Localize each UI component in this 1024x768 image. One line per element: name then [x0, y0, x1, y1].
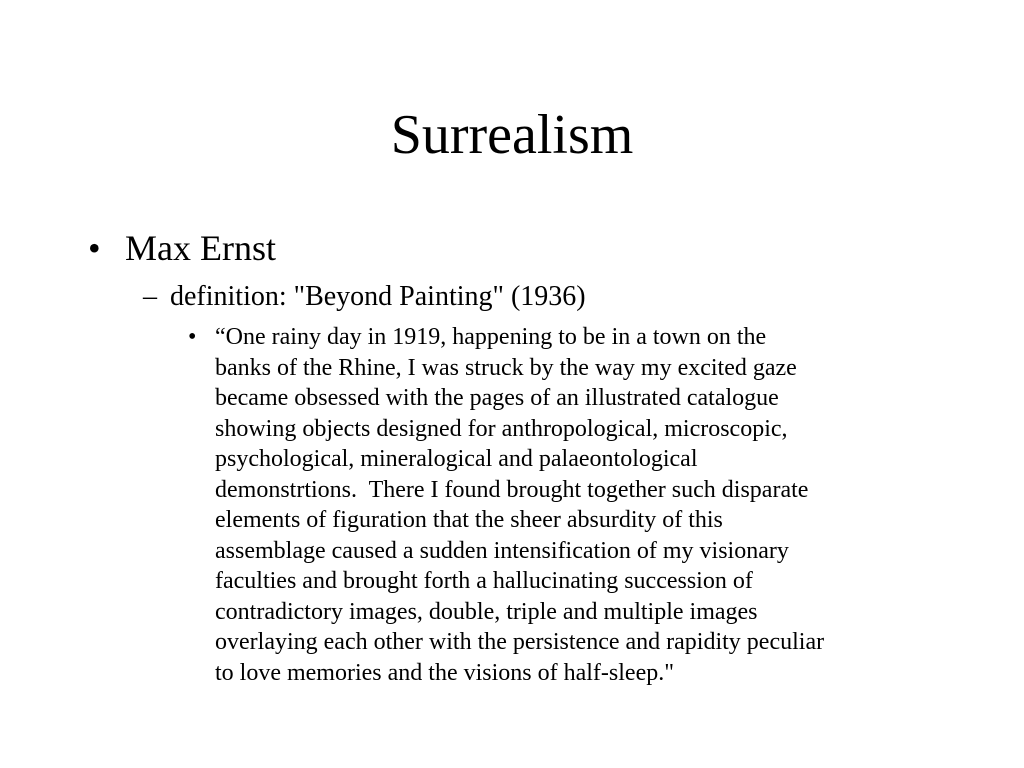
quote-line: elements of figuration that the sheer absurdity of this: [215, 507, 723, 533]
quote-line: faculties and brought forth a hallucinating succession of: [215, 568, 753, 594]
quote-line: “One rainy day in 1919, happening to be in a town on the: [215, 324, 767, 350]
bullet-text-artist: Max Ernst: [125, 228, 276, 268]
quote-line: banks of the Rhine, I was struck by the way my excited gaze: [215, 354, 797, 381]
quote-line: overlaying each other with the persistence and rapidity peculiar: [215, 629, 825, 655]
quote-line: demonstrtions. There I found brought together such disparate: [215, 476, 809, 503]
quote-line: assemblage caused a sudden intensification of my visionary: [215, 537, 789, 564]
bullet-dot-icon: •: [188, 324, 197, 350]
bullet-dot-icon: •: [88, 228, 101, 268]
slide-title: Surrealism: [390, 104, 634, 166]
quote-text: [215, 322, 945, 688]
dash-bullet-icon: –: [143, 281, 157, 312]
bullet-text-definition: definition: "Beyond Painting" (1936): [170, 281, 586, 312]
quote-line: to love memories and the visions of half-sleep.": [215, 659, 675, 686]
quote-line: showing objects designed for anthropological, microscopic,: [215, 415, 788, 442]
quote-line: became obsessed with the pages of an illustrated catalogue: [215, 385, 779, 411]
quote-line: contradictory images, double, triple and multiple images: [215, 598, 758, 625]
quote-line: psychological, mineralogical and palaeontological: [215, 446, 698, 472]
